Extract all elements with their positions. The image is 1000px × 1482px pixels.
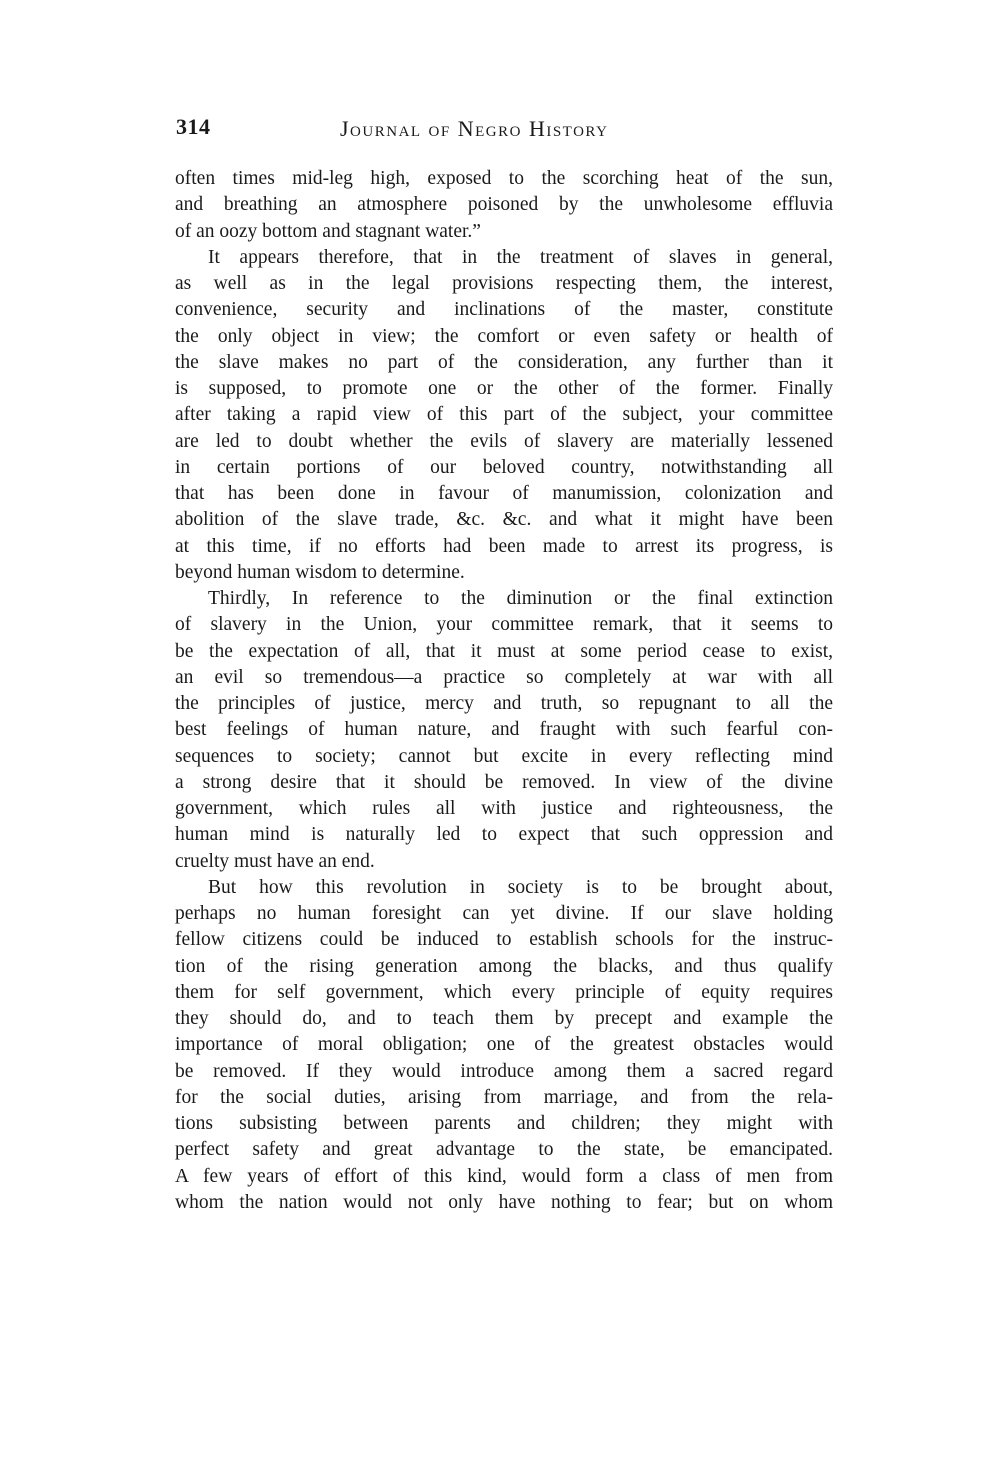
text-line: convenience, security and inclinations of the master, constitute xyxy=(175,299,833,321)
text-line: tions subsisting between parents and children; they might with xyxy=(175,1113,833,1134)
text-line: they should do, and to teach them by precept and example the xyxy=(175,1008,833,1029)
text-line: after taking a rapid view of this part of the subject, your committee xyxy=(175,404,833,426)
paragraph xyxy=(175,166,833,245)
text-line: cruelty must have an end. xyxy=(175,850,375,872)
text-line: But how this revolution in society is to be brought about, xyxy=(208,876,833,898)
text-line: an evil so tremendous—a practice so completely at war with all xyxy=(175,666,833,688)
text-line: whom the nation would not only have nothing to fear; but on whom xyxy=(175,1191,833,1213)
text-line: that has been done in favour of manumission, colonization and xyxy=(175,483,833,504)
text-line: them for self government, which every principle of equity requires xyxy=(175,981,833,1003)
text-line: of an oozy bottom and stagnant water.” xyxy=(175,220,481,242)
text-line: beyond human wisdom to determine. xyxy=(175,561,465,583)
text-line: sequences to society; cannot but excite in every reflecting mind xyxy=(175,745,833,767)
text-line: of slavery in the Union, your committee remark, that it seems to xyxy=(175,614,833,636)
text-line: government, which rules all with justice and righteousness, the xyxy=(175,798,833,819)
text-line: It appears therefore, that in the treatment of slaves in general, xyxy=(208,246,833,268)
text-line: Thirdly, In reference to the diminution or the final extinction xyxy=(208,588,833,609)
text-line: the only object in view; the comfort or even safety or health of xyxy=(175,325,833,347)
text-line: be the expectation of all, that it must at some period cease to exist, xyxy=(175,640,833,662)
text-line: in certain portions of our beloved country, notwithstanding all xyxy=(175,456,833,478)
text-line: human mind is naturally led to expect that such oppression and xyxy=(175,824,833,846)
text-line: A few years of effort of this kind, would form a class of men from xyxy=(175,1165,833,1187)
text-line: the slave makes no part of the consideration, any further than it xyxy=(175,351,833,373)
page-number: 314 xyxy=(176,114,211,139)
text-line: perhaps no human foresight can yet divine. If our slave holding xyxy=(175,903,833,924)
text-line: the principles of justice, mercy and truth, so repugnant to all the xyxy=(175,693,833,714)
text-line: be removed. If they would introduce among them a sacred regard xyxy=(175,1060,833,1082)
text-line: for the social duties, arising from marriage, and from the rela- xyxy=(175,1086,833,1108)
running-head-title: Journal of Negro History xyxy=(340,116,609,141)
text-line: often times mid-leg high, exposed to the scorching heat of the sun, xyxy=(175,168,833,189)
text-line: are led to doubt whether the evils of slavery are materially lessened xyxy=(175,430,833,452)
text-line: fellow citizens could be induced to establish schools for the instruc- xyxy=(175,929,833,951)
paragraph xyxy=(175,586,833,875)
paragraph xyxy=(175,875,833,1216)
text-line: and breathing an atmosphere poisoned by the unwholesome effluvia xyxy=(175,194,833,216)
text-line: abolition of the slave trade, &c. &c. and what it might have been xyxy=(175,509,833,531)
text-line: perfect safety and great advantage to the state, be emancipated. xyxy=(175,1139,833,1161)
body-text xyxy=(175,166,833,1216)
text-line: at this time, if no efforts had been made to arrest its progress, is xyxy=(175,535,833,557)
text-line: tion of the rising generation among the blacks, and thus qualify xyxy=(175,955,833,977)
paragraph xyxy=(175,245,833,586)
text-line: a strong desire that it should be removed. In view of the divine xyxy=(175,771,833,793)
text-line: importance of moral obligation; one of the greatest obstacles would xyxy=(175,1034,833,1056)
text-line: best feelings of human nature, and fraught with such fearful con- xyxy=(175,719,833,741)
text-line: is supposed, to promote one or the other of the former. Finally xyxy=(175,378,833,399)
text-line: as well as in the legal provisions respecting them, the interest, xyxy=(175,273,833,294)
